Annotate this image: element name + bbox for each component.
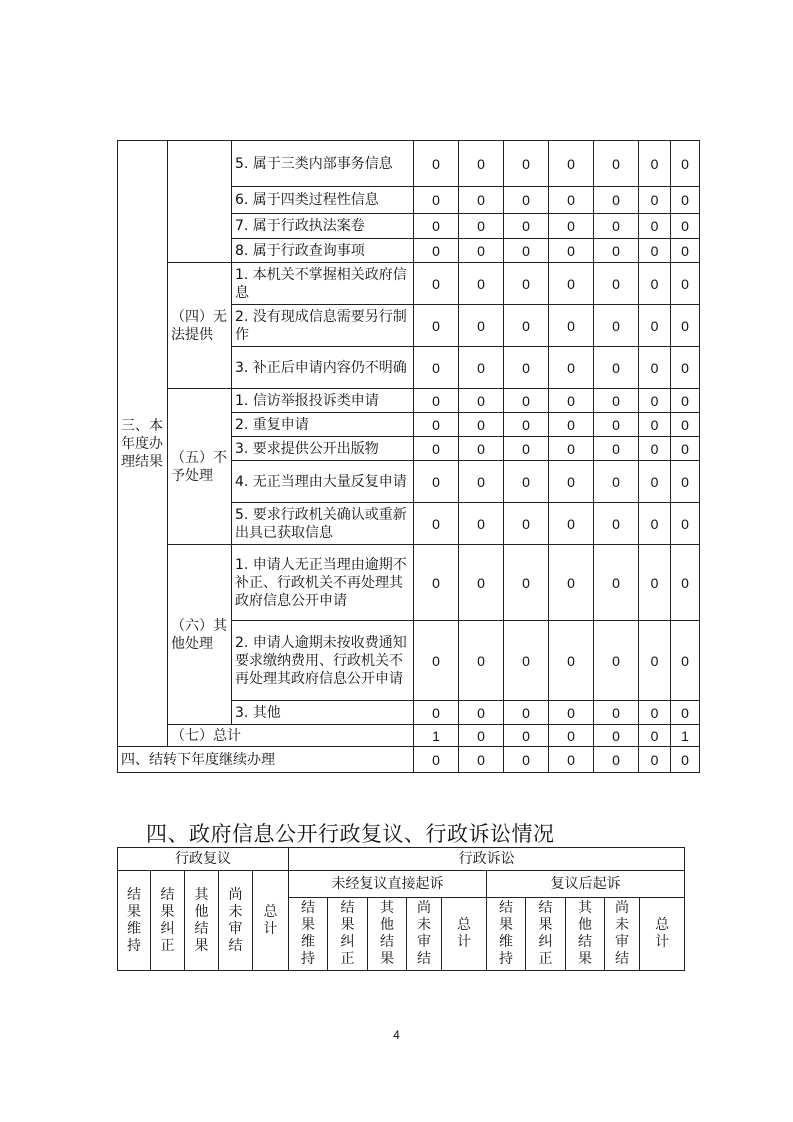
value-cell: 0 [414,239,459,263]
review-col-1: 结果纠正 [151,871,185,971]
carryover-row [118,747,700,773]
review-col-4: 总计 [253,871,289,971]
value-cell: 0 [671,214,700,239]
value-cell: 0 [639,214,671,239]
value-cell: 0 [504,461,549,503]
value-cell: 0 [504,621,549,701]
section-heading: 四、政府信息公开行政复议、行政诉讼情况 [146,822,555,846]
value-cell: 0 [671,187,700,214]
value-cell: 0 [459,347,504,389]
value-cell: 0 [639,503,671,545]
after-col-2: 其他结果 [566,898,605,971]
value-cell: 0 [594,239,639,263]
value-cell: 0 [671,413,700,437]
item-label: 1. 本机关不掌握相关政府信息 [232,263,414,305]
header-after-review: 复议后起诉 [487,871,685,898]
value-cell: 0 [504,305,549,347]
value-cell: 0 [549,503,594,545]
carryover-value-cell: 0 [671,747,700,773]
value-cell: 0 [549,701,594,725]
item-label: 2. 没有现成信息需要另行制作 [232,305,414,347]
value-cell: 0 [639,545,671,621]
subgroup-label [168,141,232,263]
value-cell: 0 [549,461,594,503]
value-cell: 0 [671,263,700,305]
header-review: 行政复议 [118,848,289,871]
item-label: 1. 信访举报投诉类申请 [232,389,414,413]
value-cell: 0 [459,461,504,503]
value-cell: 0 [594,545,639,621]
value-cell: 0 [639,187,671,214]
item-label: 8. 属于行政查询事项 [232,239,414,263]
item-label: 3. 补正后申请内容仍不明确 [232,347,414,389]
value-cell: 0 [639,621,671,701]
subgroup-label: （六）其他处理 [168,545,232,725]
value-cell: 0 [549,187,594,214]
value-cell: 0 [594,141,639,187]
value-cell: 0 [504,437,549,461]
value-cell: 0 [459,701,504,725]
section-label: 三、本年度办理结果 [118,141,168,747]
value-cell: 0 [671,461,700,503]
after-col-0: 结果维持 [487,898,526,971]
value-cell: 0 [594,263,639,305]
value-cell: 0 [459,389,504,413]
value-cell: 0 [594,214,639,239]
value-cell: 0 [549,263,594,305]
value-cell: 0 [459,545,504,621]
table-row [118,263,700,305]
value-cell: 0 [594,187,639,214]
value-cell: 0 [414,545,459,621]
value-cell: 0 [671,305,700,347]
value-cell: 0 [414,187,459,214]
after-col-3: 尚未审结 [605,898,640,971]
total-value-cell: 0 [459,725,504,747]
value-cell: 0 [504,239,549,263]
total-value-cell: 0 [594,725,639,747]
value-cell: 0 [549,389,594,413]
review-col-0: 结果维持 [118,871,151,971]
value-cell: 0 [594,621,639,701]
item-label: 7. 属于行政执法案卷 [232,214,414,239]
value-cell: 0 [549,214,594,239]
value-cell: 0 [504,141,549,187]
item-label: 2. 重复申请 [232,413,414,437]
value-cell: 0 [671,437,700,461]
value-cell: 0 [414,461,459,503]
total-row [118,725,700,747]
item-label: 3. 其他 [232,701,414,725]
carryover-value-cell: 0 [639,747,671,773]
carryover-label: 四、结转下年度继续办理 [118,747,414,773]
value-cell: 0 [671,503,700,545]
value-cell: 0 [671,701,700,725]
direct-col-1: 结果纠正 [328,898,368,971]
item-label: 4. 无正当理由大量反复申请 [232,461,414,503]
value-cell: 0 [671,545,700,621]
carryover-value-cell: 0 [549,747,594,773]
direct-col-4: 总计 [442,898,487,971]
value-cell: 0 [414,347,459,389]
direct-col-3: 尚未审结 [407,898,442,971]
value-cell: 0 [639,437,671,461]
value-cell: 0 [639,305,671,347]
total-value-cell: 0 [549,725,594,747]
value-cell: 0 [504,701,549,725]
value-cell: 0 [594,701,639,725]
value-cell: 0 [671,239,700,263]
value-cell: 0 [414,263,459,305]
value-cell: 0 [549,621,594,701]
value-cell: 0 [671,389,700,413]
value-cell: 0 [639,263,671,305]
value-cell: 0 [504,187,549,214]
value-cell: 0 [639,389,671,413]
value-cell: 0 [459,437,504,461]
value-cell: 0 [414,214,459,239]
value-cell: 0 [594,389,639,413]
after-col-4: 总计 [640,898,685,971]
value-cell: 0 [549,545,594,621]
value-cell: 0 [639,239,671,263]
total-value-cell: 0 [639,725,671,747]
value-cell: 0 [414,503,459,545]
item-label: 3. 要求提供公开出版物 [232,437,414,461]
item-label: 1. 申请人无正当理由逾期不补正、行政机关不再处理其政府信息公开申请 [232,545,414,621]
value-cell: 0 [549,239,594,263]
value-cell: 0 [639,461,671,503]
value-cell: 0 [549,141,594,187]
value-cell: 0 [504,347,549,389]
subgroup-label: （四）无法提供 [168,263,232,389]
value-cell: 0 [639,413,671,437]
value-cell: 0 [504,214,549,239]
value-cell: 0 [459,214,504,239]
value-cell: 0 [671,347,700,389]
value-cell: 0 [459,305,504,347]
table-row [118,141,700,187]
page-number: 4 [393,1028,400,1042]
item-label: 2. 申请人逾期未按收费通知要求缴纳费用、行政机关不再处理其政府信息公开申请 [232,621,414,701]
header-litigation: 行政诉讼 [289,848,685,871]
value-cell: 0 [414,621,459,701]
value-cell: 0 [594,305,639,347]
value-cell: 0 [594,413,639,437]
value-cell: 0 [459,141,504,187]
value-cell: 0 [671,621,700,701]
value-cell: 0 [639,347,671,389]
review-col-3: 尚未审结 [219,871,253,971]
value-cell: 0 [549,347,594,389]
value-cell: 0 [459,621,504,701]
value-cell: 0 [459,413,504,437]
value-cell: 0 [414,305,459,347]
header-direct-suit: 未经复议直接起诉 [289,871,487,898]
value-cell: 0 [594,347,639,389]
value-cell: 0 [594,461,639,503]
value-cell: 0 [459,263,504,305]
item-label: 6. 属于四类过程性信息 [232,187,414,214]
carryover-value-cell: 0 [504,747,549,773]
item-label: 5. 要求行政机关确认或重新出具已获取信息 [232,503,414,545]
value-cell: 0 [459,239,504,263]
value-cell: 0 [549,413,594,437]
table-row [118,545,700,621]
value-cell: 0 [504,503,549,545]
total-value-cell: 1 [414,725,459,747]
total-label: （七）总计 [168,725,414,747]
value-cell: 0 [414,437,459,461]
value-cell: 0 [594,503,639,545]
value-cell: 0 [414,141,459,187]
direct-col-0: 结果维持 [289,898,328,971]
value-cell: 0 [459,187,504,214]
value-cell: 0 [504,389,549,413]
results-table [117,140,700,773]
total-value-cell: 1 [671,725,700,747]
value-cell: 0 [414,389,459,413]
value-cell: 0 [549,437,594,461]
value-cell: 0 [459,503,504,545]
direct-col-2: 其他结果 [368,898,407,971]
carryover-value-cell: 0 [594,747,639,773]
after-col-1: 结果纠正 [526,898,566,971]
value-cell: 0 [504,413,549,437]
value-cell: 0 [639,701,671,725]
subgroup-label: （五）不予处理 [168,389,232,545]
value-cell: 0 [504,263,549,305]
table-row [118,389,700,413]
value-cell: 0 [504,545,549,621]
review-litigation-table [117,847,685,971]
review-col-2: 其他结果 [185,871,219,971]
value-cell: 0 [414,701,459,725]
total-value-cell: 0 [504,725,549,747]
item-label: 5. 属于三类内部事务信息 [232,141,414,187]
carryover-value-cell: 0 [459,747,504,773]
value-cell: 0 [414,413,459,437]
value-cell: 0 [639,141,671,187]
value-cell: 0 [671,141,700,187]
value-cell: 0 [549,305,594,347]
value-cell: 0 [594,437,639,461]
carryover-value-cell: 0 [414,747,459,773]
